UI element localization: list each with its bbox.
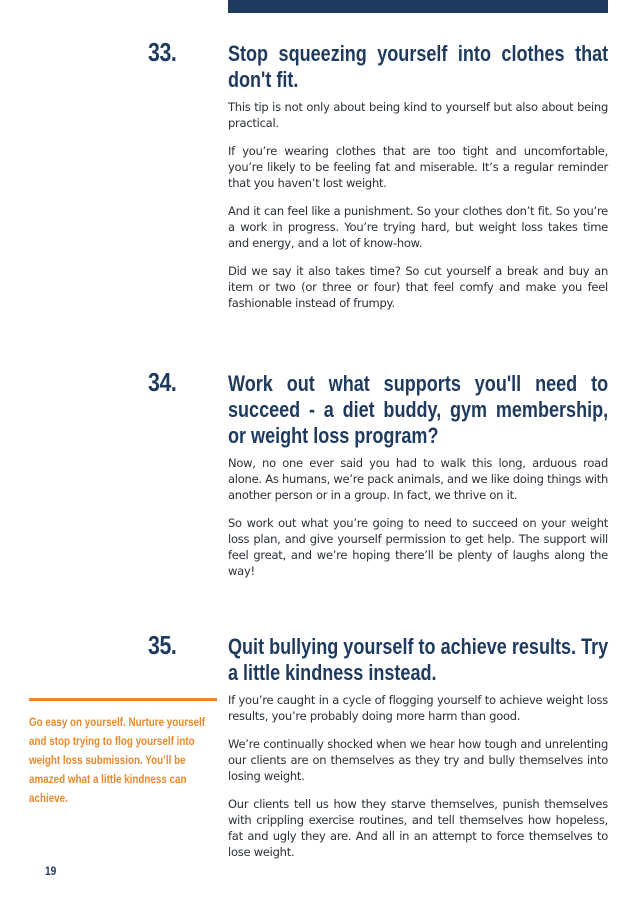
tip-section-35 [228,634,608,872]
tip-heading-33: Stop squeezing yourself into clothes that don't fit. [228,41,609,92]
header-bar [228,0,608,13]
tip-paragraph: If you’re wearing clothes that are too tight and uncomfortable, you’re likely to be feeling fat and miserable. It’s a regular reminder that you haven’t lost weight. [228,144,608,190]
tip-number-34: 34. [148,367,177,397]
tip-paragraph: We’re continually shocked when we hear how tough and unrelenting our clients are on themselves as they try and bully themselves into losing weight. [228,737,608,783]
tip-heading-35: Quit bullying yourself to achieve results. Try a little kindness instead. [228,634,609,685]
pull-quote-callout [29,698,217,808]
tip-paragraph: So work out what you’re going to need to succeed on your weight loss plan, and give yourself permission to get help. The support will feel great, and we’re hoping there’ll be plenty of laughs along the way! [228,516,608,578]
tip-section-33 [228,41,608,323]
tip-heading-34: Work out what supports you'll need to succeed - a diet buddy, gym membership, or weight loss program? [228,371,609,448]
tip-number-35: 35. [148,630,177,660]
callout-text: Go easy on yourself. Nurture yourself and stop trying to flog yourself into weight loss submission. You’ll be amazed what a little kindness can achieve. [29,715,206,805]
page-number: 19 [45,864,57,878]
tip-paragraph: Our clients tell us how they starve themselves, punish themselves with crippling exercise routines, and tell themselves how hopeless, fat and ugly they are. And all in an attempt to force themselves to lose weight. [228,797,608,859]
tip-paragraph: If you’re caught in a cycle of flogging yourself to achieve weight loss results, you’re probably doing more harm than good. [228,693,608,723]
tip-paragraph: And it can feel like a punishment. So your clothes don’t fit. So you’re a work in progress. You’re trying hard, but weight loss takes time and energy, and a lot of know-how. [228,204,608,250]
tip-paragraph: Did we say it also takes time? So cut yourself a break and buy an item or two (or three or four) that feel comfy and make you feel fashionable instead of frumpy. [228,264,608,310]
tip-paragraph: This tip is not only about being kind to yourself but also about being practical. [228,100,608,130]
tip-number-33: 33. [148,37,177,67]
tip-paragraph: Now, no one ever said you had to walk this long, arduous road alone. As humans, we’re pack animals, and we like doing things with another person or in a group. In fact, we thrive on it. [228,456,608,502]
tip-section-34 [228,371,608,591]
